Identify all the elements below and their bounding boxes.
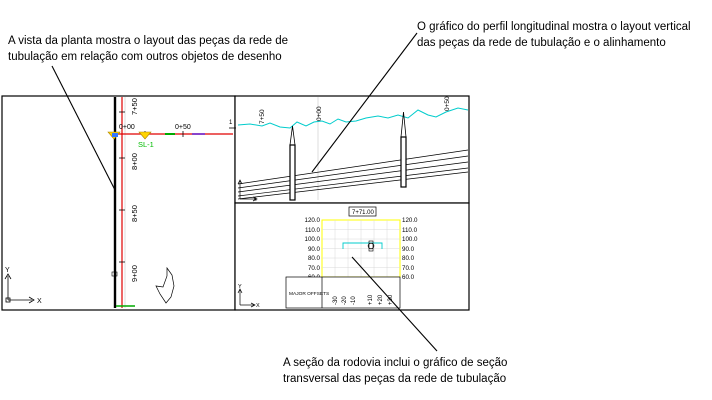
offsets-table-label: MAJOR OFFSETS — [289, 292, 330, 297]
callout-section-view: A seção da rodovia inclui o gráfico de seção transversal das peças da rede de tubulação — [283, 357, 508, 385]
elevation-label: 80.0 — [402, 255, 415, 262]
structure-label: SL-1 — [138, 140, 154, 149]
offset-label: +10 — [368, 294, 374, 305]
plan-station-label: 8+50 — [130, 205, 139, 222]
callout-profile-view: O gráfico do perfil longitudinal mostra o layout vertical das peças da rede de tubulação e o alinhamento — [417, 21, 691, 49]
structure-profile[interactable] — [401, 137, 406, 187]
elevation-label: 80.0 — [307, 255, 320, 262]
elevation-label: 90.0 — [402, 246, 415, 253]
offset-label: -20 — [342, 296, 348, 305]
axis-y-label: Y — [238, 284, 242, 290]
elevation-label: 70.0 — [307, 265, 320, 272]
elevation-label: 70.0 — [402, 265, 415, 272]
elevation-label: 120.0 — [402, 217, 418, 224]
plan-station-label: 7+50 — [130, 98, 139, 115]
profile-viewport[interactable] — [235, 96, 469, 203]
axis-y-label: Y — [5, 267, 10, 274]
axis-x-label: X — [256, 303, 260, 309]
svg-text:1: 1 — [229, 120, 233, 126]
plan-station-label: 8+00 — [130, 153, 139, 170]
plan-station-label: 9+00 — [130, 265, 139, 282]
elevation-label: 60.0 — [402, 274, 415, 281]
elevation-label: 110.0 — [304, 227, 320, 234]
plan-station-label: 0+00 — [119, 124, 135, 131]
elevation-label: 100.0 — [304, 236, 320, 243]
axis-x-label: X — [37, 298, 42, 305]
profile-station-label: 7+50 — [259, 109, 266, 124]
elevation-label: 90.0 — [307, 246, 320, 253]
offset-label: +30 — [388, 294, 394, 305]
axis-x-label: X — [253, 197, 257, 203]
section-station-title: 7+71.00 — [352, 210, 374, 216]
offset-label: +20 — [378, 294, 384, 305]
offset-label: -30 — [333, 296, 339, 305]
offset-label: -10 — [351, 296, 357, 305]
plan-station-label: 0+50 — [175, 124, 191, 131]
elevation-label: 120.0 — [304, 217, 320, 224]
callout-plan-view: A vista da planta mostra o layout das peças da rede de tubulação em relação com outros objetos de desenho — [8, 35, 289, 63]
profile-station-label: 0+00 — [316, 106, 323, 121]
elevation-label: 100.0 — [402, 236, 418, 243]
structure-profile[interactable] — [290, 145, 295, 200]
elevation-label: 110.0 — [402, 227, 418, 234]
profile-station-label: 0+50 — [444, 96, 451, 111]
